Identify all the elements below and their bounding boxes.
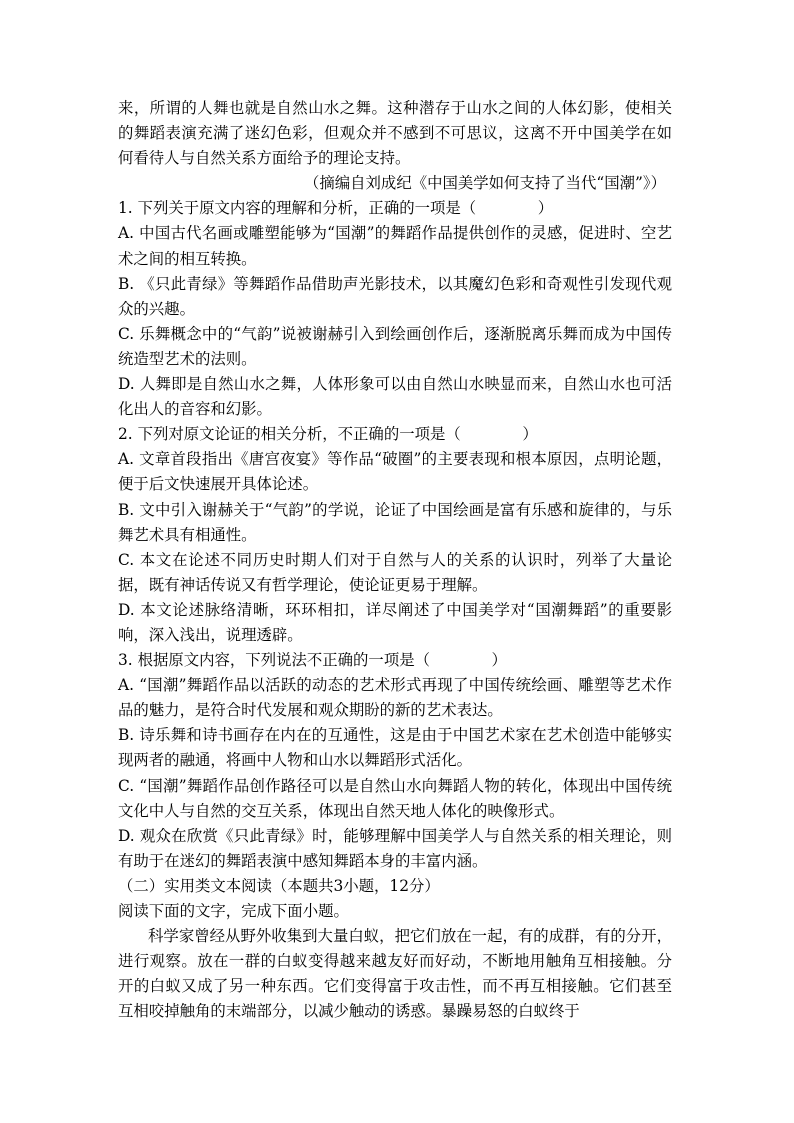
option-c: C. “国潮”舞蹈作品创作路径可以是自然山水向舞蹈人物的转化，体现出中国传统文化中人与自然的交互关系，体现出自然天地人体化的映像形式。 [118, 776, 672, 820]
question-2 [118, 422, 672, 648]
question-3 [118, 648, 672, 874]
option-c: C. 本文在论述不同历史时期人们对于自然与人的关系的认识时，列举了大量论据，既有神话传说又有哲学理论，使论证更易于理解。 [118, 550, 672, 594]
option-a: A. 文章首段指出《唐宫夜宴》等作品“破圈”的主要表现和根本原因，点明论题，便于后文快速展开具体论述。 [118, 450, 672, 494]
option-a: A. “国潮”舞蹈作品以活跃的动态的艺术形式再现了中国传统绘画、雕塑等艺术作品的魅力，是符合时代发展和观众期盼的新的艺术表达。 [118, 676, 672, 720]
option-c: C. 乐舞概念中的“气韵”说被谢赫引入到绘画创作后，逐渐脱离乐舞而成为中国传统造型艺术的法则。 [118, 324, 672, 368]
question-stem: 1. 下列关于原文内容的理解和分析，正确的一项是（ ） [118, 199, 554, 218]
question-1 [118, 196, 672, 422]
passage-continuation: 来，所谓的人舞也就是自然山水之舞。这种潜存于山水之间的人体幻影，使相关的舞蹈表演充满了迷幻色彩，但观众并不感到不可思议，这离不开中国美学在如何看待人与自然关系方面给予的理论支持。 [118, 99, 672, 168]
reading-instruction: 阅读下面的文字，完成下面小题。 [118, 902, 349, 920]
option-d: D. 观众在欣赏《只此青绿》时，能够理解中国美学人与自然关系的相关理论，则有助于在迷幻的舞蹈表演中感知舞蹈本身的丰富内涵。 [118, 826, 672, 870]
passage-paragraph: 科学家曾经从野外收集到大量白蚁，把它们放在一起，有的成群，有的分开，进行观察。放在一群的白蚁变得越来越友好而好动，不断地用触角互相接触。分开的白蚁又成了另一种东西。它们变得富于攻击性，而不再互相接触。它们甚至互相咬掉触角的末端部分，以减少触动的诱惑。暴躁易怒的白蚁终于 [118, 927, 672, 1021]
source-citation: （摘编自刘成纪《中国美学如何支持了当代“国潮”》） [303, 174, 666, 193]
option-a: A. 中国古代名画或雕塑能够为“国潮”的舞蹈作品提供创作的灵感，促进时、空艺术之间的相互转换。 [118, 224, 672, 268]
option-d: D. 人舞即是自然山水之舞，人体形象可以由自然山水映显而来，自然山水也可活化出人的音容和幻影。 [118, 375, 672, 419]
option-b: B. 文中引入谢赫关于“气韵”的学说，论证了中国绘画是富有乐感和旋律的，与乐舞艺术具有相通性。 [118, 500, 672, 544]
option-d: D. 本文论述脉络清晰，环环相扣，详尽阐述了中国美学对“国潮舞蹈”的重要影响，深入浅出，说理透辟。 [118, 600, 672, 644]
question-stem: 3. 根据原文内容，下列说法不正确的一项是（ ） [118, 651, 507, 670]
question-stem: 2. 下列对原文论证的相关分析，不正确的一项是（ ） [118, 425, 538, 444]
option-b: B. 诗乐舞和诗书画存在内在的互通性，这是由于中国艺术家在艺术创造中能够实现两者的融通，将画中人物和山水以舞蹈形式活化。 [118, 726, 672, 770]
option-b: B. 《只此青绿》等舞蹈作品借助声光影技术，以其魔幻色彩和奇观性引发现代观众的兴趣。 [118, 274, 672, 318]
section-heading: （二）实用类文本阅读（本题共3小题，12分） [118, 876, 440, 895]
